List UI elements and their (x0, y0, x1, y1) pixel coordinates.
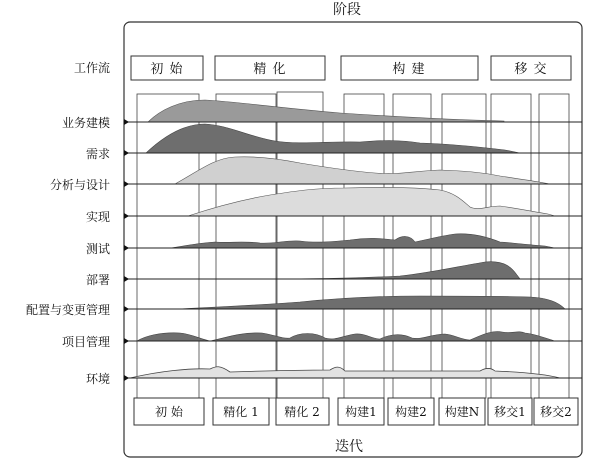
iteration-7 (488, 398, 532, 425)
discipline-label-business-modeling: 业务建模 (61, 116, 110, 130)
top-title: 阶段 (333, 2, 361, 18)
iteration-label: 精化 2 (284, 405, 320, 419)
iteration-5 (388, 398, 434, 425)
iteration-6 (439, 398, 485, 425)
iteration-row (134, 398, 578, 425)
iteration-4 (338, 398, 384, 425)
iteration-1 (134, 398, 204, 425)
discipline-label-deployment: 部署 (85, 273, 110, 287)
discipline-label-requirements: 需求 (85, 147, 110, 161)
iteration-label: 移交2 (540, 405, 572, 419)
hump-environment (130, 367, 560, 378)
phase-transition (491, 56, 571, 80)
phase-label: 移 交 (514, 62, 548, 77)
row-arrows (124, 119, 129, 381)
phase-row (131, 56, 571, 80)
phase-elaboration (215, 56, 325, 80)
hump-implementation (188, 187, 555, 216)
phase-label: 构 建 (392, 62, 426, 77)
iteration-label: 移交1 (494, 405, 526, 419)
phase-label: 初 始 (150, 62, 184, 77)
phase-label: 精 化 (253, 62, 287, 77)
hump-business-modeling (148, 100, 504, 122)
discipline-label-environment: 环境 (85, 372, 110, 386)
iteration-3 (276, 398, 329, 425)
iteration-label: 构建1 (345, 405, 377, 419)
discipline-labels (26, 115, 110, 386)
iteration-label: 精化 1 (223, 405, 259, 419)
phase-construction (341, 56, 478, 80)
discipline-label-config-change: 配置与变更管理 (25, 303, 110, 317)
discipline-label-project-management: 项目管理 (61, 335, 110, 349)
phase-inception (131, 56, 203, 80)
discipline-label-test: 测试 (85, 242, 110, 256)
hump-requirements (146, 124, 520, 153)
workload-humps (130, 100, 565, 378)
hump-test (170, 234, 555, 248)
bottom-title: 迭代 (335, 439, 363, 455)
iteration-2 (213, 398, 269, 425)
hump-analysis-design (175, 157, 550, 184)
workflow-label: 工作流 (73, 61, 110, 75)
iteration-label: 初 始 (155, 405, 183, 419)
iteration-label: 构建2 (395, 405, 427, 419)
iteration-8 (534, 398, 578, 425)
discipline-label-implementation: 实现 (85, 210, 110, 224)
hump-project-management (137, 332, 560, 341)
discipline-label-analysis-design: 分析与设计 (49, 178, 110, 192)
iteration-label: 构建N (444, 405, 480, 419)
hump-deployment (272, 262, 520, 279)
hump-config-change (178, 296, 565, 309)
